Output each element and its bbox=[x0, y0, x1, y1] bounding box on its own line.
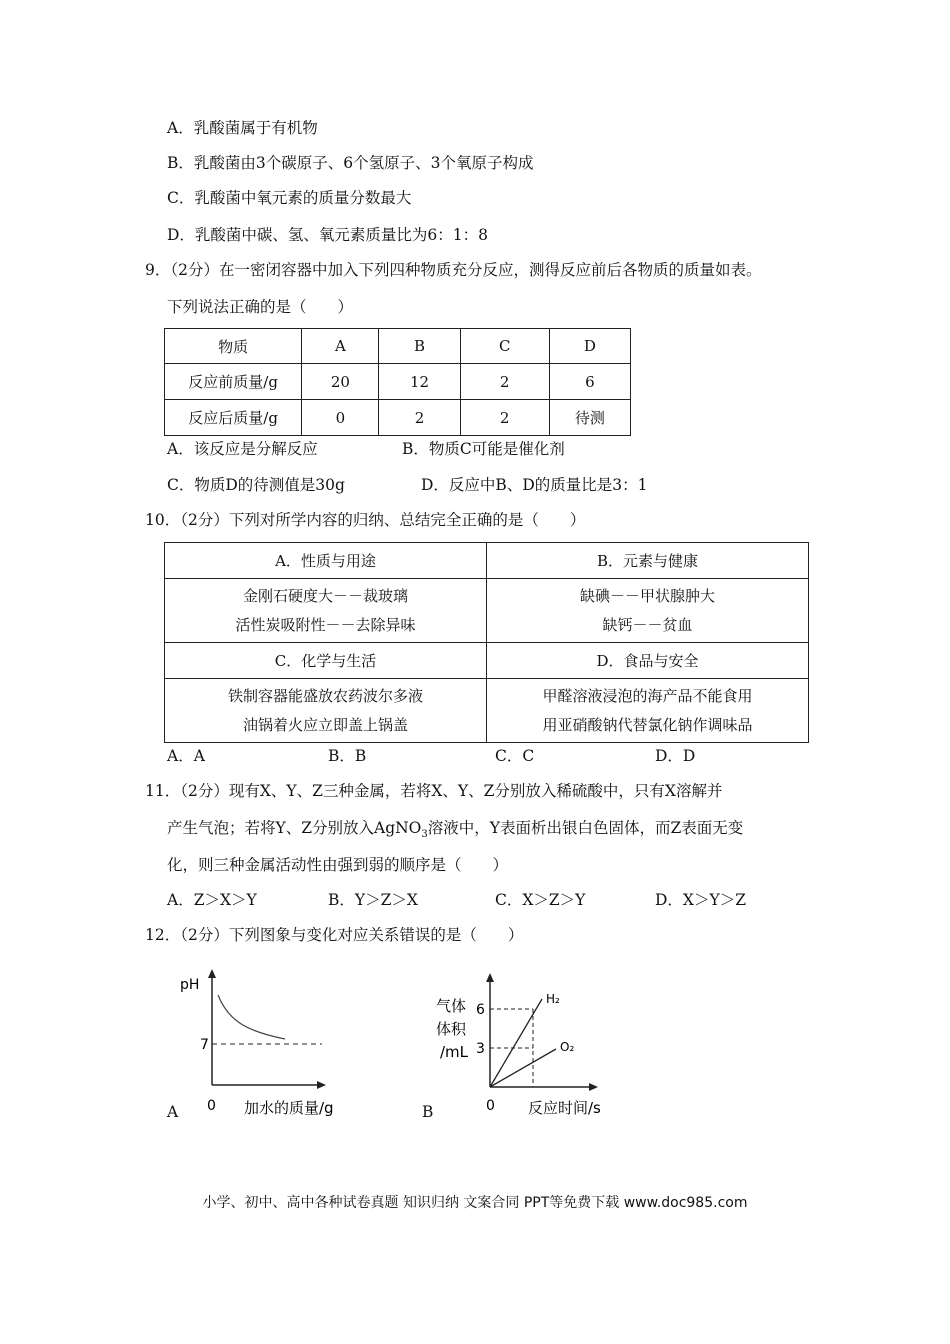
graph-b-o2-line bbox=[490, 1049, 556, 1087]
q10-cell-a-title: A．性质与用途 bbox=[165, 543, 487, 579]
table-row bbox=[165, 364, 631, 400]
q9-cell: 2 bbox=[379, 400, 460, 436]
q10-cell-b-title: B．元素与健康 bbox=[486, 543, 808, 579]
q9-option-b: B．物质C可能是催化剂 bbox=[402, 440, 565, 458]
graph-b-y-label-2: 体积 bbox=[436, 1020, 467, 1038]
graph-b-x-arrow bbox=[589, 1083, 598, 1091]
q12-graph-a-label: A bbox=[167, 1103, 179, 1121]
q9-cell: 2 bbox=[460, 400, 549, 436]
graph-b-y-label-3: /mL bbox=[440, 1043, 469, 1061]
q9-cell: 12 bbox=[379, 364, 460, 400]
q10-option-b: B．B bbox=[328, 747, 367, 765]
q11-line3: 化，则三种金属活动性由强到弱的顺序是（ ） bbox=[167, 856, 509, 874]
q10-a-line1: 金刚石硬度大－－裁玻璃 bbox=[242, 586, 408, 605]
q9-cell: 6 bbox=[549, 364, 630, 400]
q10-d-line1: 甲醛溶液浸泡的海产品不能食用 bbox=[542, 686, 753, 705]
q12-graph-b bbox=[430, 965, 630, 1125]
q9-cell: 0 bbox=[302, 400, 379, 436]
q11-line1: 11．（2分）现有X、Y、Z三种金属，若将X、Y、Z分别放入稀硫酸中，只有X溶解并 bbox=[145, 782, 723, 800]
q9-option-a: A．该反应是分解反应 bbox=[167, 440, 318, 458]
q11-line2-b: 溶液中，Y表面析出银白色固体，而Z表面无变 bbox=[427, 819, 744, 837]
q11-line2 bbox=[167, 818, 743, 845]
q9-header-cell: B bbox=[379, 329, 460, 364]
graph-b-o2-label: O₂ bbox=[560, 1040, 575, 1054]
q10-a-line2: 活性炭吸附性－－去除异味 bbox=[235, 615, 416, 634]
q10-cell-c-title: C．化学与生活 bbox=[165, 643, 487, 679]
q9-header-cell: C bbox=[460, 329, 549, 364]
q10-table bbox=[164, 542, 809, 743]
q11-option-d: D．X＞Y＞Z bbox=[655, 891, 746, 909]
graph-a-curve bbox=[218, 995, 285, 1039]
graph-a-y-label: pH bbox=[180, 977, 200, 993]
q12-graph-b-label: B bbox=[422, 1103, 434, 1121]
q11-line2-a: 产生气泡；若将Y、Z分别放入AgNO bbox=[167, 819, 422, 837]
graph-b-y-label-1: 气体 bbox=[436, 997, 467, 1015]
q9-cell: 反应后质量/g bbox=[165, 400, 302, 436]
q10-option-d: D．D bbox=[655, 747, 696, 765]
graph-b-tick-6: 6 bbox=[476, 1002, 485, 1018]
graph-b-x-label: 反应时间/s bbox=[528, 1099, 601, 1117]
graph-a-y-tick: 7 bbox=[200, 1037, 209, 1053]
page-footer: 小学、初中、高中各种试卷真题 知识归纳 文案合同 PPT等免费下载 www.doc985.com bbox=[202, 1195, 748, 1211]
q9-stem-line1: 9．（2分）在一密闭容器中加入下列四种物质充分反应，测得反应前后各物质的质量如表。 bbox=[145, 261, 762, 279]
q9-cell: 2 bbox=[460, 364, 549, 400]
q8-option-c: C．乳酸菌中氧元素的质量分数最大 bbox=[167, 189, 412, 207]
q9-header-cell: D bbox=[549, 329, 630, 364]
graph-a-y-arrow bbox=[208, 969, 216, 978]
q9-cell: 反应前质量/g bbox=[165, 364, 302, 400]
q9-option-c: C．物质D的待测值是30g bbox=[167, 476, 345, 494]
table-row bbox=[165, 400, 631, 436]
q9-stem-line2: 下列说法正确的是（ ） bbox=[167, 298, 354, 316]
q11-option-a: A．Z＞X＞Y bbox=[167, 891, 257, 909]
q10-cell-d-body bbox=[486, 679, 808, 743]
table-row bbox=[165, 679, 809, 743]
q8-option-a: A．乳酸菌属于有机物 bbox=[167, 119, 318, 137]
q10-option-a: A．A bbox=[167, 747, 205, 765]
q10-cell-d-title: D．食品与安全 bbox=[486, 643, 808, 679]
q9-table-header bbox=[165, 329, 631, 364]
table-row bbox=[165, 643, 809, 679]
q9-cell: 待测 bbox=[549, 400, 630, 436]
q10-cell-b-body bbox=[486, 579, 808, 643]
q12-graph-a bbox=[160, 965, 360, 1125]
q9-header-cell: A bbox=[302, 329, 379, 364]
graph-b-h2-line bbox=[490, 999, 542, 1087]
table-row bbox=[165, 579, 809, 643]
q10-d-line2: 用亚硝酸钠代替氯化钠作调味品 bbox=[542, 715, 753, 734]
q10-cell-a-body bbox=[165, 579, 487, 643]
q10-c-line1: 铁制容器能盛放农药波尔多液 bbox=[227, 686, 423, 705]
graph-a-origin: 0 bbox=[207, 1098, 216, 1114]
graph-b-origin: 0 bbox=[486, 1098, 495, 1114]
graph-b-tick-3: 3 bbox=[476, 1041, 485, 1057]
graph-b-y-arrow bbox=[486, 973, 494, 982]
q11-option-c: C．X＞Z＞Y bbox=[495, 891, 586, 909]
q12-stem: 12．（2分）下列图象与变化对应关系错误的是（ ） bbox=[145, 926, 524, 944]
q9-cell: 20 bbox=[302, 364, 379, 400]
q9-option-d: D．反应中B、D的质量比是3：1 bbox=[421, 476, 648, 494]
q10-c-line2: 油锅着火应立即盖上锅盖 bbox=[242, 715, 408, 734]
q8-option-b: B．乳酸菌由3个碳原子、6个氢原子、3个氧原子构成 bbox=[167, 154, 534, 172]
q10-option-c: C．C bbox=[495, 747, 535, 765]
q10-stem: 10．（2分）下列对所学内容的归纳、总结完全正确的是（ ） bbox=[145, 511, 586, 529]
q9-header-cell: 物质 bbox=[165, 329, 302, 364]
q10-cell-c-body bbox=[165, 679, 487, 743]
table-row bbox=[165, 543, 809, 579]
q11-option-b: B．Y＞Z＞X bbox=[328, 891, 418, 909]
q10-b-line1: 缺碘－－甲状腺肿大 bbox=[579, 586, 715, 605]
q10-b-line2: 缺钙－－贫血 bbox=[602, 615, 693, 634]
q11-line2-sub: 3 bbox=[421, 829, 428, 841]
graph-a-x-label: 加水的质量/g bbox=[244, 1099, 334, 1117]
q9-table bbox=[164, 328, 631, 436]
q8-option-d: D．乳酸菌中碳、氢、氧元素质量比为6：1：8 bbox=[167, 226, 489, 244]
graph-a-x-arrow bbox=[317, 1081, 326, 1089]
graph-b-h2-label: H₂ bbox=[546, 992, 560, 1006]
